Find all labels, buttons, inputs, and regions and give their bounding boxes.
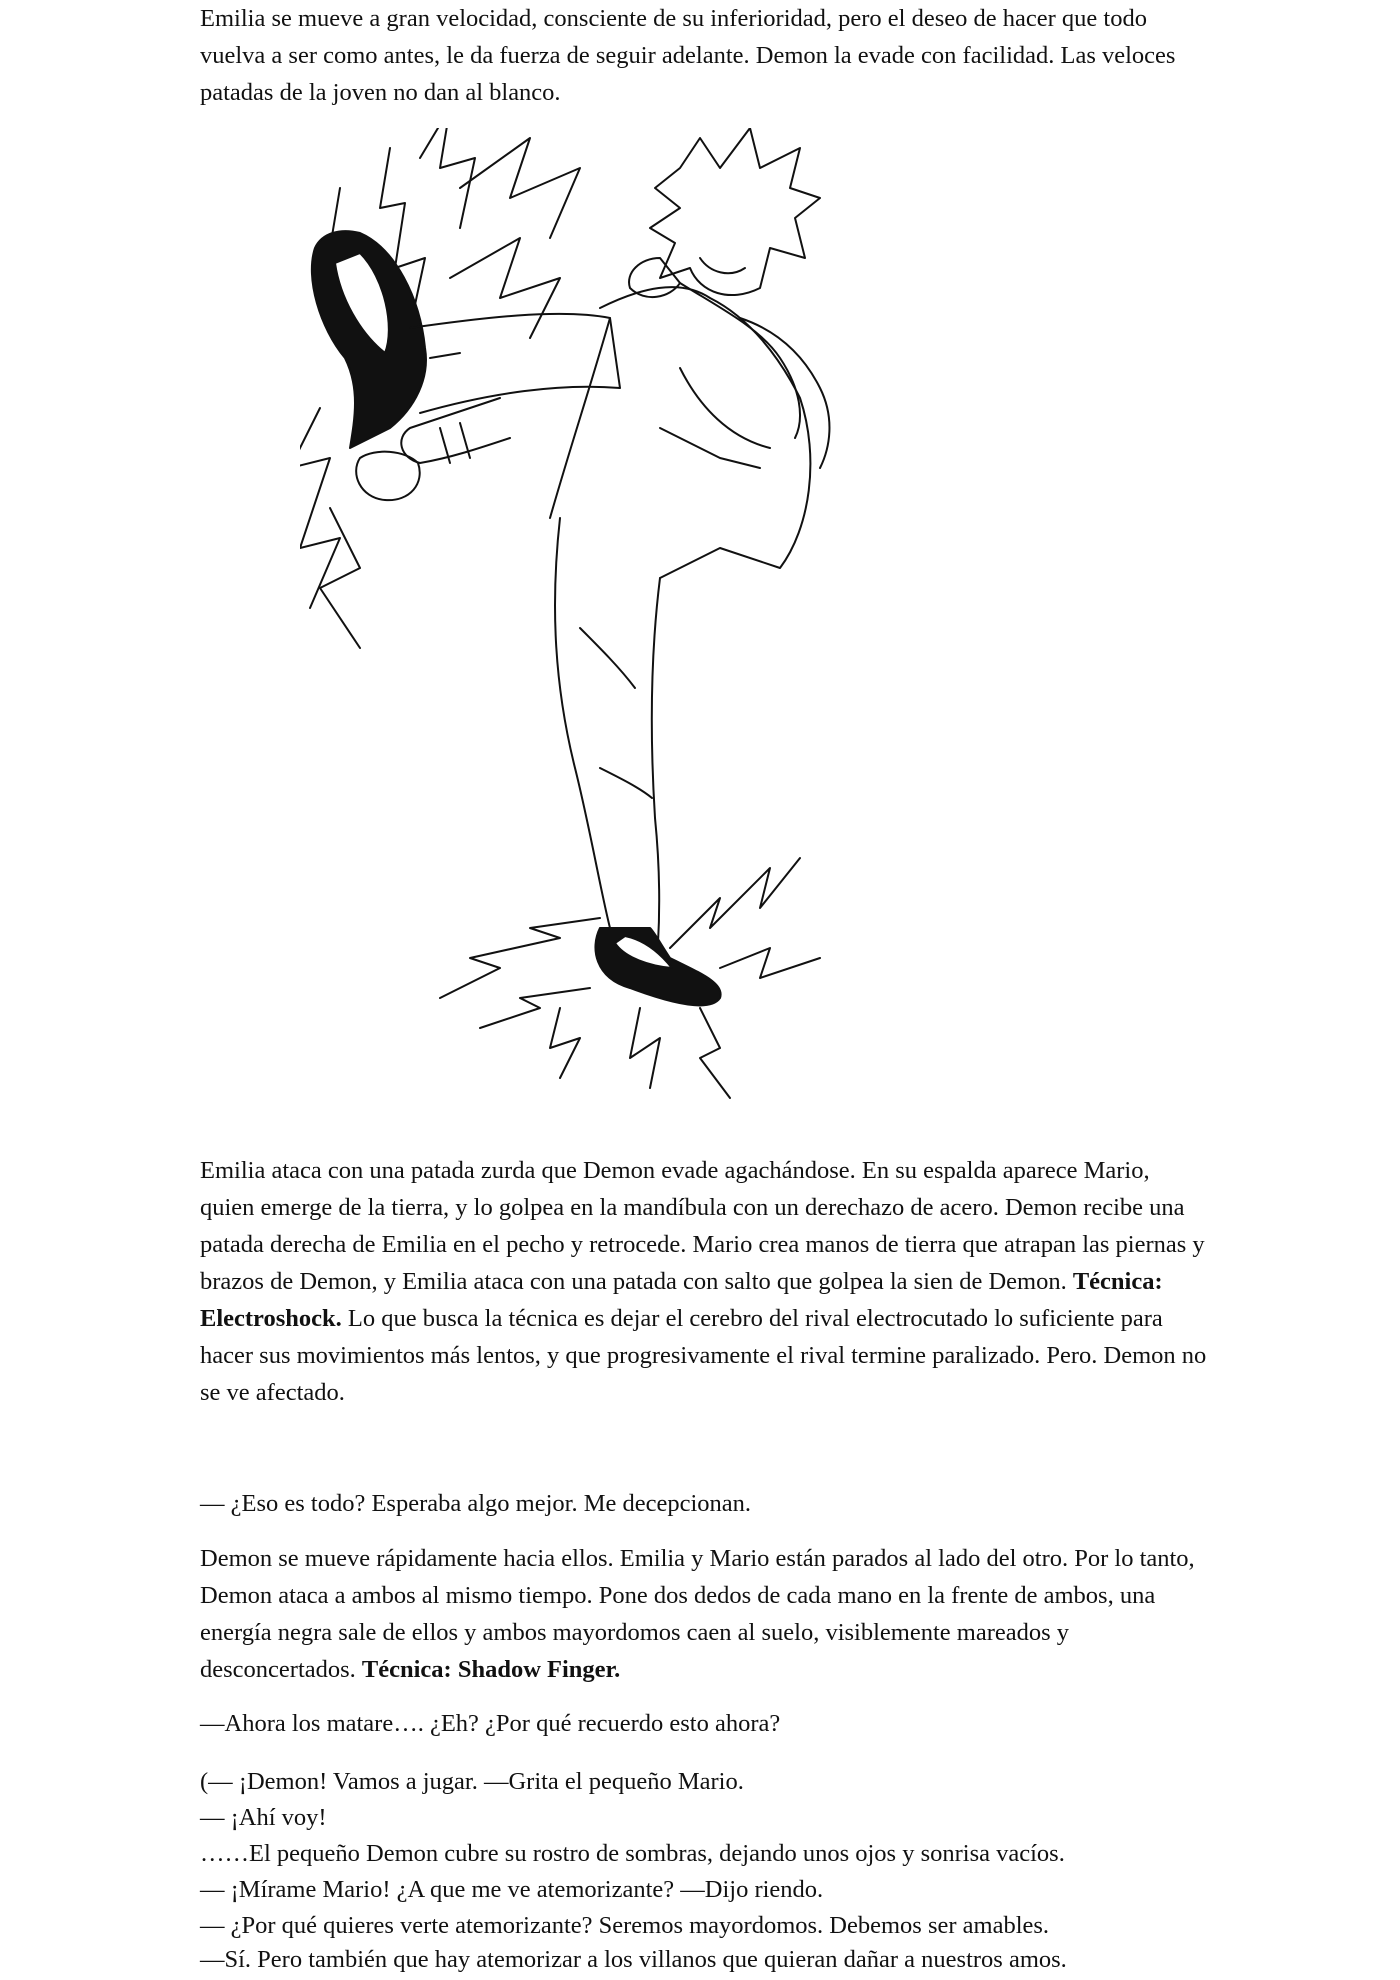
flashback-line: — ¡Ahí voy! bbox=[200, 1804, 327, 1831]
paragraph-2-text-a: Emilia ataca con una patada zurda que Demon evade agachándose. En su espalda aparece Mario, quien emerge de la tierra, y lo golpea en la mandíbula con un derechazo de acero. Demon recibe una patada derecha de Emilia en el pecho y retrocede. Mario crea manos de tierra que atrapan las piernas y brazos de Demon, y Emilia ataca con una patada con salto que golpea la sien de Demon. bbox=[200, 1157, 1205, 1295]
paragraph-1: Emilia se mueve a gran velocidad, consciente de su inferioridad, pero el deseo de hacer que todo vuelva a ser como antes, le da fuerza de seguir adelante. Demon la evade con facilidad. Las veloces patadas de la joven no dan al blanco. bbox=[200, 5, 1176, 106]
paragraph-3 bbox=[200, 1540, 1210, 1688]
flashback-line: ……El pequeño Demon cubre su rostro de sombras, dejando unos ojos y sonrisa vacíos. bbox=[200, 1840, 1065, 1867]
paragraph-2-text-b: Lo que busca la técnica es dejar el cerebro del rival electrocutado lo suficiente para hacer sus movimientos más lentos, y que progresivamente el rival termine paralizado. Pero. Demon no se ve afectado. bbox=[200, 1305, 1207, 1406]
ground-crack bbox=[630, 1008, 660, 1088]
lightning-bolt bbox=[320, 508, 360, 648]
technique-electroshock: Técnica: Electroshock. bbox=[200, 1268, 1163, 1332]
lightning-bolt bbox=[450, 238, 560, 338]
flashback-line: — ¿Por qué quieres verte atemorizante? Seremos mayordomos. Debemos ser amables. bbox=[200, 1912, 1050, 1939]
flashback-line: —Sí. Pero también que hay atemorizar a los villanos que quieran dañar a nuestros amos. bbox=[200, 1946, 1067, 1973]
ground-crack bbox=[720, 948, 820, 978]
paragraph-3-text: Demon se mueve rápidamente hacia ellos. Emilia y Mario están parados al lado del otro. Por lo tanto, Demon ataca a ambos al mismo tiempo. Pone dos dedos de cada mano en la frente de ambos, una energía negra sale de ellos y ambos mayordomos caen al suelo, visiblemente mareados y desconcertados. bbox=[200, 1545, 1195, 1683]
ground-crack bbox=[440, 918, 600, 998]
dialogue-2: —Ahora los matare…. ¿Eh? ¿Por qué recuerdo esto ahora? bbox=[200, 1710, 781, 1737]
lightning-bolt bbox=[460, 138, 580, 238]
kick-illustration bbox=[300, 128, 1080, 1138]
lightning-bolt bbox=[300, 408, 340, 608]
head-hair bbox=[650, 128, 820, 295]
flashback-line: (— ¡Demon! Vamos a jugar. —Grita el pequeño Mario. bbox=[200, 1768, 744, 1795]
ground-crack bbox=[700, 1008, 730, 1098]
lightning-bolt bbox=[420, 128, 475, 228]
ground-crack bbox=[480, 988, 590, 1028]
flashback-line: — ¡Mírame Mario! ¿A que me ve atemorizante? —Dijo riendo. bbox=[200, 1876, 824, 1903]
ground-crack bbox=[670, 858, 800, 948]
dialogue-1: — ¿Eso es todo? Esperaba algo mejor. Me decepcionan. bbox=[200, 1490, 752, 1517]
paragraph-2 bbox=[200, 1152, 1210, 1411]
technique-shadow-finger: Técnica: Shadow Finger. bbox=[361, 1656, 621, 1683]
ground-crack bbox=[550, 1008, 580, 1078]
